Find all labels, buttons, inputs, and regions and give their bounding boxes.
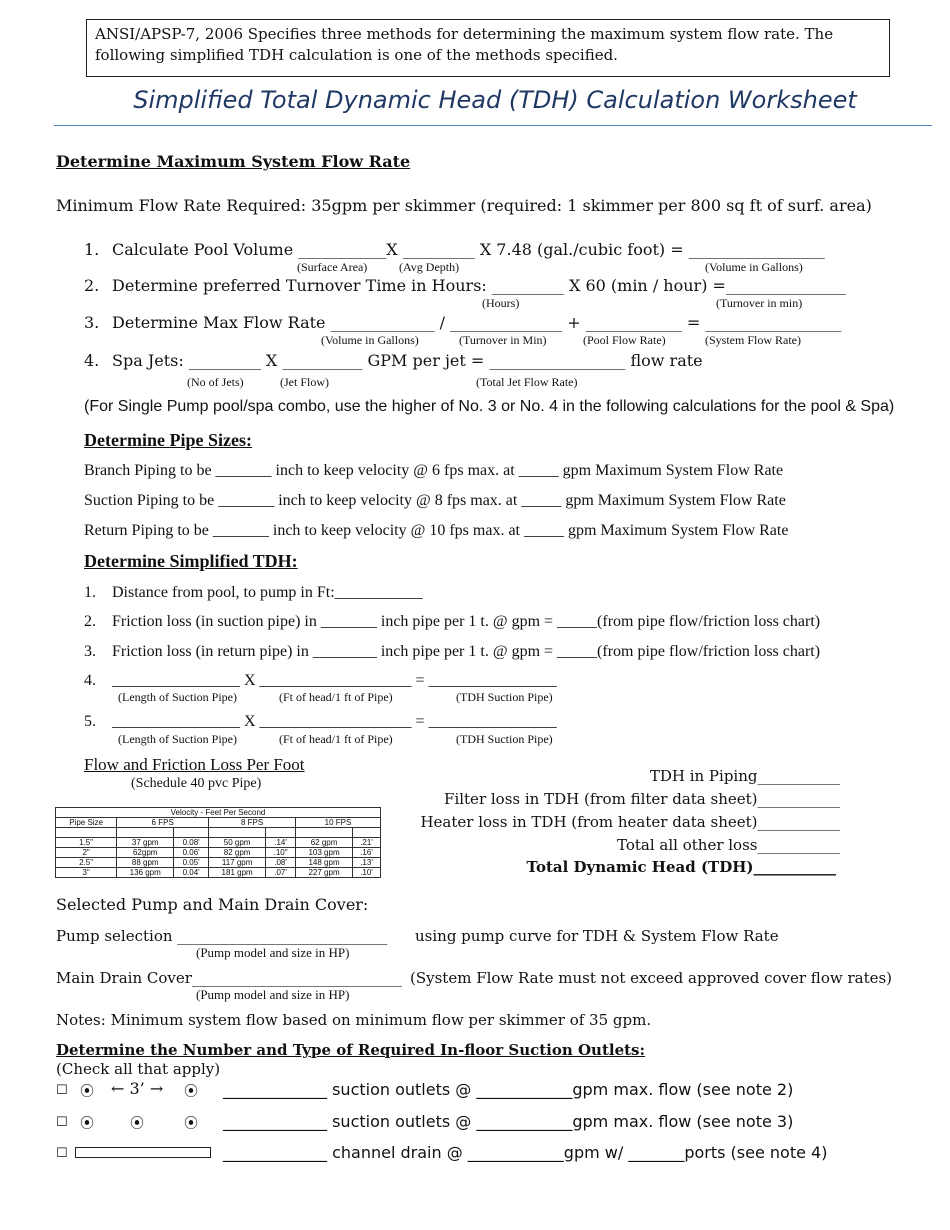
flow-heading: Determine Maximum System Flow Rate	[56, 152, 411, 171]
table-cell: 103 gpm	[296, 848, 353, 858]
outlet-row-2[interactable]: _____________ suction outlets @ ____________gpm max. flow (see note 3)	[223, 1112, 794, 1131]
outlets-heading: Determine the Number and Type of Required In-floor Suction Outlets:	[56, 1041, 646, 1059]
tdh-step-4[interactable]: ________________ X ___________________ = ________________	[112, 672, 557, 689]
main-drain-field[interactable]: Main Drain Cover____________________________	[56, 969, 402, 987]
pump-selection-note: using pump curve for TDH & System Flow Rate	[415, 927, 779, 945]
table-cell: .10"	[266, 848, 296, 858]
caption-length-suction: (Length of Suction Pipe)	[118, 732, 237, 746]
flow-step-2[interactable]: Determine preferred Turnover Time in Hours: _________ X 60 (min / hour) =_______________	[112, 276, 846, 295]
drain-dot-icon: ⦿	[184, 1084, 198, 1100]
table-row	[56, 858, 381, 868]
flow-step-1[interactable]: Calculate Pool Volume ___________X _________ X 7.48 (gal./cubic foot) = _________________	[112, 240, 825, 259]
tdh-in-piping[interactable]: TDH in Piping___________	[649, 767, 840, 785]
caption-pump-model: (Pump model and size in HP)	[196, 945, 350, 960]
table-cell: .10'	[353, 868, 381, 878]
tdh-step-number: 3.	[84, 643, 96, 660]
tdh-step-3[interactable]: Friction loss (in return pipe) in ________ inch pipe per 1 t. @ gpm = _____(from pipe flow/friction loss chart)	[112, 643, 821, 660]
table-header: Pipe Size	[56, 818, 117, 828]
table-cell	[296, 828, 353, 838]
table-header: 8 FPS	[209, 818, 296, 828]
table-cell: 62 gpm	[296, 838, 353, 848]
table-cell: .13'	[353, 858, 381, 868]
outlet-row-1[interactable]: _____________ suction outlets @ ____________gpm max. flow (see note 2)	[223, 1080, 794, 1099]
pump-selection-field[interactable]: Pump selection ____________________________	[56, 927, 388, 945]
table-cell	[117, 828, 174, 838]
drain-dot-icon: ⦿	[80, 1084, 94, 1100]
title-rule	[54, 125, 932, 126]
table-cell: 88 gpm	[117, 858, 174, 868]
caption-length-suction: (Length of Suction Pipe)	[118, 690, 237, 704]
caption-pump-model: (Pump model and size in HP)	[196, 987, 350, 1002]
caption-volume: (Volume in Gallons)	[705, 260, 803, 274]
friction-table	[55, 807, 381, 878]
outlets-subheading: (Check all that apply)	[56, 1060, 221, 1078]
table-cell	[56, 828, 117, 838]
table-cell: .14'	[266, 838, 296, 848]
flow-step-number: 1.	[84, 240, 100, 259]
drain-dot-icon: ⦿	[184, 1116, 198, 1132]
caption-tdh-suction: (TDH Suction Pipe)	[456, 732, 553, 746]
table-cell: .08'	[266, 858, 296, 868]
table-cell: 37 gpm	[117, 838, 174, 848]
intro-box: ANSI/APSP-7, 2006 Specifies three methods for determining the maximum system flow rate. The following simplified TDH calculation is one of the methods specified.	[86, 19, 890, 77]
page-title: Simplified Total Dynamic Head (TDH) Calculation Worksheet	[133, 86, 857, 114]
return-piping-line[interactable]: Return Piping to be _______ inch to keep velocity @ 10 fps max. at _____ gpm Maximum System Flow Rate	[84, 522, 789, 539]
flow-step-number: 4.	[84, 351, 100, 370]
table-row	[56, 868, 381, 878]
table-cell: 50 gpm	[209, 838, 266, 848]
tdh-step-5[interactable]: ________________ X ___________________ = ________________	[112, 713, 557, 730]
table-cell	[353, 828, 381, 838]
notes-text: Notes: Minimum system flow based on minimum flow per skimmer of 35 gpm.	[56, 1011, 652, 1029]
table-cell: 2"	[56, 848, 117, 858]
tdh-step-number: 4.	[84, 672, 96, 689]
table-row	[56, 848, 381, 858]
drain-dot-icon: ⦿	[80, 1116, 94, 1132]
caption-avg-depth: (Avg Depth)	[399, 260, 460, 274]
tdh-step-number: 1.	[84, 584, 96, 601]
flow-step-number: 3.	[84, 313, 100, 332]
total-dynamic-head[interactable]: Total Dynamic Head (TDH)___________	[526, 858, 836, 876]
table-cell: 0.08'	[174, 838, 209, 848]
caption-total-jet-flow: (Total Jet Flow Rate)	[476, 375, 578, 389]
suction-piping-line[interactable]: Suction Piping to be _______ inch to keep velocity @ 8 fps max. at _____ gpm Maximum System Flow Rate	[84, 492, 786, 509]
table-cell: 2.5"	[56, 858, 117, 868]
caption-ft-head: (Ft of head/1 ft of Pipe)	[279, 732, 393, 746]
table-cell: 82 gpm	[209, 848, 266, 858]
heater-loss[interactable]: Heater loss in TDH (from heater data sheet)___________	[420, 813, 840, 831]
table-cell: 1.5"	[56, 838, 117, 848]
caption-turnover: (Turnover in Min)	[459, 333, 547, 347]
tdh-step-2[interactable]: Friction loss (in suction pipe) in _______ inch pipe per 1 t. @ gpm = _____(from pipe flow/friction loss chart)	[112, 613, 821, 630]
table-cell: .07'	[266, 868, 296, 878]
outlet-option-1-checkbox[interactable]: ☐	[56, 1083, 68, 1098]
combo-note: (For Single Pump pool/spa combo, use the higher of No. 3 or No. 4 in the following calculations for the pool & Spa)	[84, 398, 895, 415]
table-cell: 0.05'	[174, 858, 209, 868]
table-cell	[174, 828, 209, 838]
outlet-option-3-checkbox[interactable]: ☐	[56, 1146, 68, 1161]
table-cell: 3"	[56, 868, 117, 878]
spacing-label: ← 3’ →	[111, 1079, 164, 1098]
outlet-option-2-checkbox[interactable]: ☐	[56, 1115, 68, 1130]
table-cell: 0.04'	[174, 868, 209, 878]
table-cell: 227 gpm	[296, 868, 353, 878]
table-cell	[209, 828, 266, 838]
caption-volume-gallons: (Volume in Gallons)	[321, 333, 419, 347]
table-cell: 136 gpm	[117, 868, 174, 878]
caption-turnover-min: (Turnover in min)	[716, 296, 803, 310]
caption-hours: (Hours)	[482, 296, 520, 310]
table-title: Velocity - Feet Per Second	[56, 808, 381, 818]
pipes-heading: Determine Pipe Sizes:	[84, 430, 252, 450]
channel-drain-icon	[75, 1147, 211, 1158]
friction-subheading: (Schedule 40 pvc Pipe)	[131, 776, 262, 791]
flow-step-3[interactable]: Determine Max Flow Rate _____________ / ______________ + ____________ = _________________	[112, 313, 842, 332]
caption-jet-flow: (Jet Flow)	[280, 375, 329, 389]
table-cell: .21'	[353, 838, 381, 848]
flow-step-4[interactable]: Spa Jets: _________ X __________ GPM per jet = _________________ flow rate	[112, 351, 703, 370]
tdh-heading: Determine Simplified TDH:	[84, 551, 298, 571]
friction-heading: Flow and Friction Loss Per Foot	[84, 755, 305, 774]
caption-tdh-suction: (TDH Suction Pipe)	[456, 690, 553, 704]
tdh-step-1[interactable]: Distance from pool, to pump in Ft:___________	[112, 584, 423, 601]
tdh-step-number: 5.	[84, 713, 96, 730]
flow-step-number: 2.	[84, 276, 100, 295]
table-header: 10 FPS	[296, 818, 381, 828]
table-cell: 148 gpm	[296, 858, 353, 868]
other-loss[interactable]: Total all other loss___________	[617, 836, 840, 854]
pump-heading: Selected Pump and Main Drain Cover:	[56, 895, 369, 914]
caption-no-of-jets: (No of Jets)	[187, 375, 244, 389]
outlet-row-3[interactable]: _____________ channel drain @ ____________gpm w/ _______ports (see note 4)	[223, 1143, 828, 1162]
table-row	[56, 838, 381, 848]
table-cell: 0.06'	[174, 848, 209, 858]
table-cell	[266, 828, 296, 838]
caption-pool-flow: (Pool Flow Rate)	[583, 333, 666, 347]
tdh-step-number: 2.	[84, 613, 96, 630]
main-drain-note: (System Flow Rate must not exceed approved cover flow rates)	[410, 969, 893, 987]
table-cell: 117 gpm	[209, 858, 266, 868]
table-cell: 181 gpm	[209, 868, 266, 878]
caption-surface-area: (Surface Area)	[297, 260, 368, 274]
drain-dot-icon: ⦿	[130, 1116, 144, 1132]
minimum-flow-text: Minimum Flow Rate Required: 35gpm per skimmer (required: 1 skimmer per 800 sq ft of surf. area)	[56, 196, 872, 215]
table-header: 6 FPS	[117, 818, 209, 828]
table-cell: 62gpm	[117, 848, 174, 858]
caption-ft-head: (Ft of head/1 ft of Pipe)	[279, 690, 393, 704]
branch-piping-line[interactable]: Branch Piping to be _______ inch to keep velocity @ 6 fps max. at _____ gpm Maximum System Flow Rate	[84, 462, 784, 479]
caption-system-flow: (System Flow Rate)	[705, 333, 801, 347]
table-cell: .16'	[353, 848, 381, 858]
filter-loss[interactable]: Filter loss in TDH (from filter data sheet)___________	[444, 790, 840, 808]
